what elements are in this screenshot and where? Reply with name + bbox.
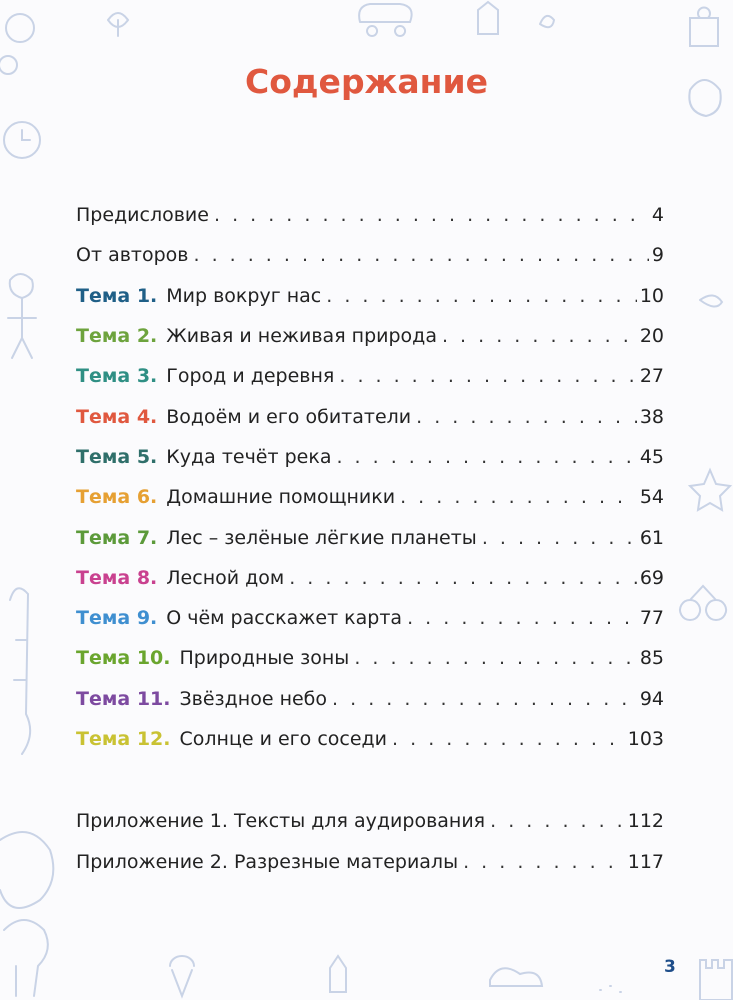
balloon-icon (6, 14, 34, 42)
dot-leader (214, 204, 649, 226)
toc-entry-page: 94 (639, 687, 664, 710)
toc-entry-appendix-2[interactable] (76, 841, 664, 881)
dot-leader (326, 285, 637, 307)
dot-leader (354, 647, 637, 669)
toc-entry-page: 9 (651, 244, 664, 267)
toc-entry-page: 77 (639, 607, 664, 630)
toc-entry-label: Природные зоны (179, 647, 350, 670)
elephant-icon (4, 920, 48, 996)
car-icon (359, 4, 412, 36)
page-number: 3 (664, 957, 676, 977)
toc-entry-label: Лесной дом (166, 566, 285, 589)
puzzle-icon (690, 8, 718, 46)
theme-number: Тема 9. (76, 607, 158, 630)
toc-entry-theme-9[interactable] (76, 598, 664, 638)
theme-number: Тема 10. (76, 647, 171, 670)
toc-entry-page: 10 (639, 284, 664, 307)
dot-leader (490, 810, 625, 832)
bicycle-icon (680, 586, 726, 620)
toc-entry-theme-4[interactable] (76, 396, 664, 436)
theme-number: Тема 2. (76, 325, 158, 348)
toc-entry-label: Звёздное небо (179, 687, 328, 710)
theme-number: Тема 1. (76, 284, 158, 307)
toc-entry-theme-10[interactable] (76, 638, 664, 678)
star-icon (690, 470, 730, 510)
section-gap (76, 759, 664, 801)
dot-leader (339, 365, 636, 387)
toc-entry-page: 117 (627, 850, 664, 873)
dot-leader (400, 486, 637, 508)
cloud-icon (490, 968, 542, 986)
dino-icon (0, 832, 53, 908)
theme-number: Тема 7. (76, 526, 158, 549)
toc-entry-page: 4 (651, 204, 664, 227)
toc-entry-theme-5[interactable] (76, 437, 664, 477)
toc-entry-theme-3[interactable] (76, 356, 664, 396)
toc-entry-label: Лес – зелёные лёгкие планеты (166, 526, 477, 549)
toc-entry-label: Солнце и его соседи (179, 728, 388, 750)
dot-leader (193, 244, 648, 266)
flower-icon (108, 13, 128, 36)
toc-entry-label: Водоём и его обитатели (166, 405, 412, 428)
dot-leader (407, 607, 637, 629)
toc-entry-theme-2[interactable] (76, 316, 664, 356)
toc-entry-label: Домашние помощники (166, 486, 396, 509)
toc-entry-page: 61 (639, 526, 664, 549)
dots-icon (600, 986, 621, 992)
dot-leader (392, 728, 625, 750)
theme-number: Тема 5. (76, 445, 158, 468)
dot-leader (336, 446, 636, 468)
kid-doodle-icon (8, 274, 36, 358)
dot-leader (463, 851, 625, 873)
toc-entry-page: 69 (639, 566, 664, 589)
toc-entry-label: Приложение 2. Разрезные материалы (76, 850, 459, 873)
toc-entry-label: Живая и неживая природа (166, 325, 437, 348)
toc-entry-page: 85 (639, 647, 664, 670)
dot-leader (332, 688, 637, 710)
clock-icon (4, 122, 40, 158)
toc-entry-label: Предисловие (76, 204, 209, 227)
toc-entry-page: 54 (639, 486, 664, 509)
toc-entry-preface[interactable] (76, 195, 664, 235)
toc-entry-label: От авторов (76, 244, 189, 267)
dot-leader (416, 406, 637, 428)
toc-entry-page: 103 (627, 728, 664, 750)
bird-icon (700, 295, 722, 306)
icecream-icon (170, 956, 194, 996)
toc-entry-theme-1[interactable] (76, 276, 664, 316)
toc-entry-theme-12[interactable] (76, 719, 664, 759)
table-of-contents (76, 195, 664, 882)
theme-number: Тема 6. (76, 486, 158, 509)
toc-entry-page: 38 (639, 405, 664, 428)
toc-entry-page: 45 (639, 445, 664, 468)
rocket-small-icon (330, 956, 346, 992)
dot-leader (482, 527, 637, 549)
toc-entry-page: 112 (627, 810, 664, 833)
theme-number: Тема 8. (76, 566, 158, 589)
toc-entry-theme-11[interactable] (76, 679, 664, 719)
toc-entry-theme-6[interactable] (76, 477, 664, 517)
rocket-icon (478, 2, 498, 34)
toc-entry-label: Приложение 1. Тексты для аудирования (76, 810, 486, 833)
toc-entry-page: 20 (639, 325, 664, 348)
toc-entry-theme-8[interactable] (76, 558, 664, 598)
castle-icon (700, 960, 732, 1000)
dot-leader (442, 325, 637, 347)
giraffe-icon (10, 588, 30, 754)
toc-entry-appendix-1[interactable] (76, 801, 664, 841)
toc-entry-label: Мир вокруг нас (166, 284, 322, 307)
toc-entry-label: О чём расскажет карта (166, 607, 403, 630)
toc-entry-label: Куда течёт река (166, 445, 332, 468)
toc-entry-label: Город и деревня (166, 365, 335, 388)
theme-number: Тема 11. (76, 687, 171, 710)
dot-leader (289, 567, 637, 589)
theme-number: Тема 12. (76, 728, 171, 750)
toc-entry-page: 27 (639, 365, 664, 388)
toc-entry-theme-7[interactable] (76, 517, 664, 557)
theme-number: Тема 4. (76, 405, 158, 428)
plant-icon (540, 16, 554, 27)
theme-number: Тема 3. (76, 365, 158, 388)
toc-entry-authors[interactable] (76, 235, 664, 275)
page-title: Содержание (245, 62, 488, 101)
